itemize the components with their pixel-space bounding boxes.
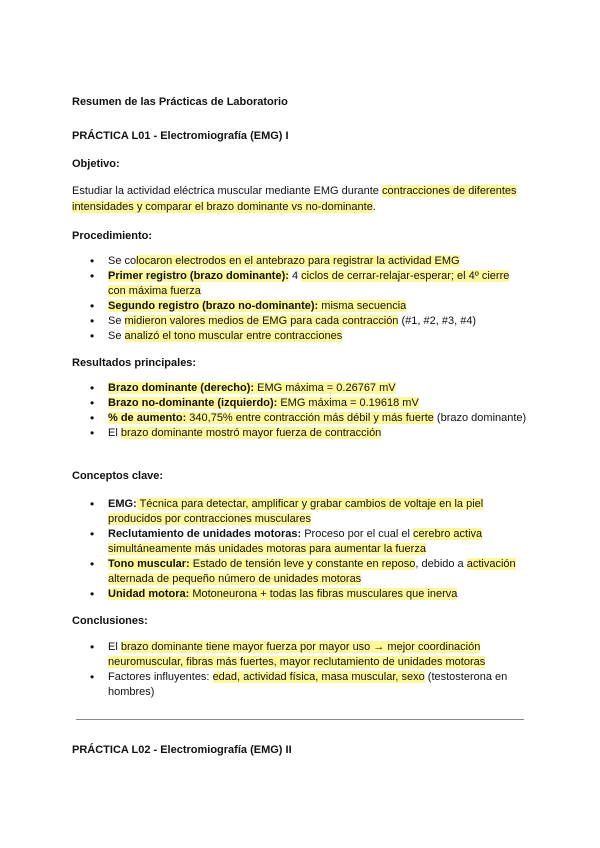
list-item-highlight: cerebro activa simultáneamente más unidades motoras para aumentar la fuerza — [108, 528, 483, 555]
conclusions-heading: Conclusiones: — [72, 615, 148, 627]
procedure-heading: Procedimiento: — [72, 230, 153, 242]
list-item-highlight: activación alternada de pequeño número de unidades motoras — [108, 558, 516, 585]
objective-text-2: contracciones de diferentes intensidades y comparar el brazo dominante vs no-dominante — [72, 185, 517, 213]
list-item — [108, 269, 528, 299]
list-item-highlight: analizó el tono muscular entre contracciones — [124, 330, 343, 342]
list-item — [108, 299, 528, 314]
list-item-bold: Primer registro (brazo dominante): — [108, 270, 289, 282]
list-item — [108, 587, 528, 602]
list-item — [108, 527, 528, 557]
results-heading: Resultados principales: — [72, 357, 197, 369]
list-item — [108, 557, 528, 587]
list-item-highlight: ciclos de cerrar-relajar-esperar; el 4º cierre con máxima fuerza — [108, 270, 510, 297]
list-item — [108, 640, 528, 670]
list-item — [108, 497, 528, 527]
list-item — [108, 411, 528, 426]
list-item-text: Proceso por el cual el — [301, 528, 414, 540]
list-item — [108, 381, 528, 396]
horizontal-divider — [76, 719, 524, 720]
list-item-bold: Reclutamiento de unidades motoras: — [108, 528, 302, 540]
list-item-highlight: Motoneurona + todas las fibras musculares que inerva — [189, 588, 458, 600]
document-title: Resumen de las Prácticas de Laboratorio — [72, 96, 288, 108]
list-item-highlight: EMG máxima = 0.19618 mV — [277, 397, 419, 409]
list-item — [108, 670, 528, 700]
list-item-text: 4 — [288, 270, 302, 282]
practice-l02-title: PRÁCTICA L02 - Electromiografía (EMG) II — [72, 744, 292, 756]
list-item-highlight: Estado de tensión leve y constante en reposo — [189, 558, 416, 570]
procedure-list — [72, 254, 528, 344]
list-item-highlight: brazo dominante tiene mayor fuerza por mayor uso → mejor coordinación neuromuscular, fibras más fuertes, mayor reclutamiento de unidades motoras — [108, 641, 486, 668]
conclusions-list — [72, 640, 528, 700]
list-item-text: Factores influyentes: — [108, 671, 213, 683]
list-item-text: , debido a — [415, 558, 467, 570]
list-item-text: El — [108, 641, 121, 653]
list-item — [108, 396, 528, 411]
list-item-bold: % de aumento: — [108, 412, 187, 424]
list-item — [108, 329, 528, 344]
list-item — [108, 254, 528, 269]
list-item-highlight: Técnica para detectar, amplificar y grabar cambios de voltaje en la piel producidos por contracciones musculares — [108, 498, 484, 525]
list-item-text: (testosterona en hombres) — [108, 671, 508, 698]
list-item-text: (brazo dominante) — [433, 412, 527, 424]
objective-paragraph — [72, 183, 532, 215]
list-item-highlight: entre contracción más débil y más fuerte — [232, 412, 434, 424]
objective-text-1: Estudiar la actividad eléctrica muscular mediante EMG durante — [72, 185, 382, 197]
list-item-highlight: midieron valores medios de EMG para cada contracción — [124, 315, 399, 327]
list-item-bold: EMG: — [108, 498, 137, 510]
list-item-text: Se co — [108, 255, 137, 267]
list-item-text: Se — [108, 330, 125, 342]
list-item-highlight: edad, actividad física, masa muscular, sexo — [212, 671, 425, 683]
results-list — [72, 381, 528, 441]
list-item-highlight: brazo dominante mostró mayor fuerza de contracción — [120, 427, 382, 439]
list-item-bold: Brazo dominante (derecho): — [108, 382, 255, 394]
practice-l01-title: PRÁCTICA L01 - Electromiografía (EMG) I — [72, 130, 289, 142]
objective-text-3: . — [372, 201, 376, 213]
list-item-bold: Tono muscular: — [108, 558, 190, 570]
list-item — [108, 314, 528, 329]
list-item — [108, 426, 528, 441]
list-item-text: El — [108, 427, 121, 439]
list-item-highlight: misma secuencia — [318, 300, 407, 312]
list-item-text: Se — [108, 315, 125, 327]
list-item-bold: Segundo registro (brazo no-dominante): — [108, 300, 319, 312]
list-item-highlight: EMG máxima = 0.26767 mV — [254, 382, 396, 394]
list-item-highlight: 340,75% — [186, 412, 233, 424]
list-item-text: (#1, #2, #3, #4) — [398, 315, 477, 327]
list-item-bold: Unidad motora: — [108, 588, 190, 600]
concepts-heading: Conceptos clave: — [72, 470, 164, 482]
list-item-bold: Brazo no-dominante (izquierdo): — [108, 397, 278, 409]
list-item-highlight: locaron electrodos en el antebrazo para registrar la actividad EMG — [136, 255, 460, 267]
objective-heading: Objetivo: — [72, 158, 120, 170]
concepts-list — [72, 497, 528, 602]
